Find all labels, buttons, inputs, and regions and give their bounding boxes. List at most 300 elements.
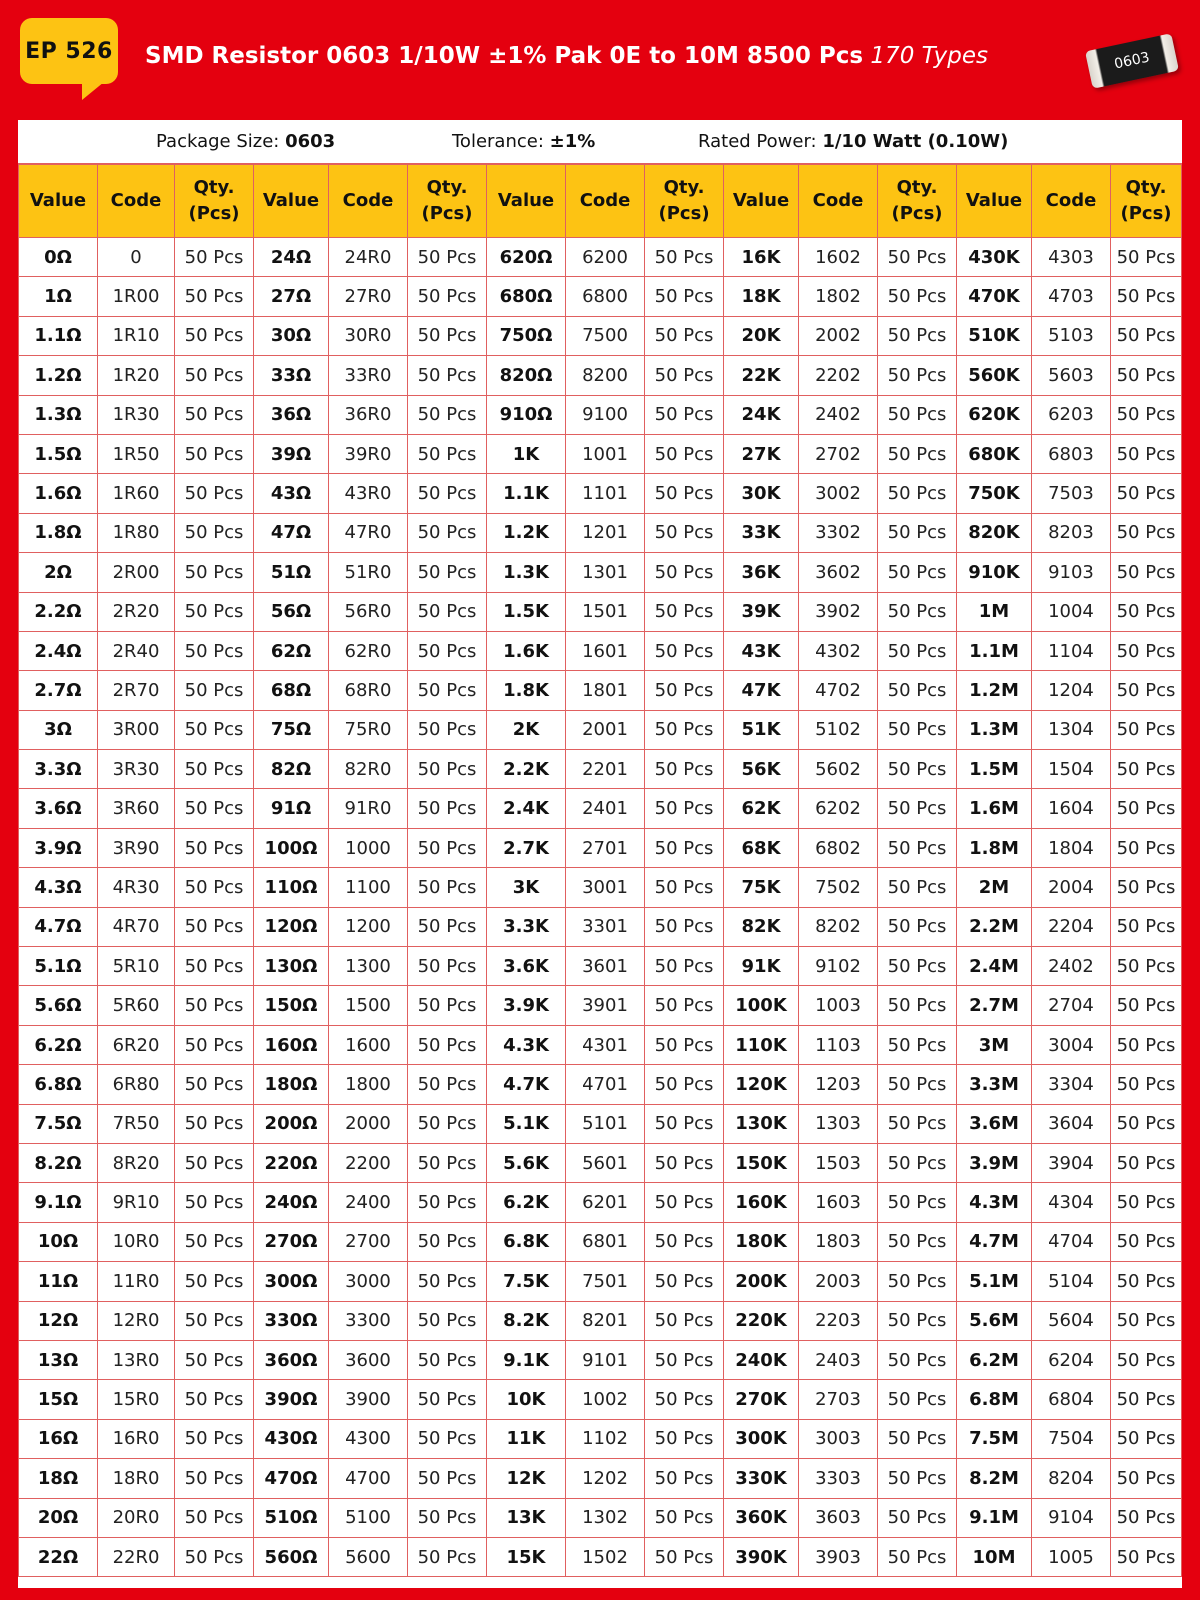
resistor-code: 4R70: [98, 907, 175, 946]
resistor-code: 7502: [799, 868, 878, 907]
quantity: 50 Pcs: [407, 1419, 486, 1458]
resistance-value: 750Ω: [487, 316, 566, 355]
resistance-value: 1.3Ω: [19, 395, 98, 434]
resistor-code: 6203: [1031, 395, 1110, 434]
resistor-code: 9100: [566, 395, 645, 434]
resistance-value: 4.3Ω: [19, 868, 98, 907]
quantity: 50 Pcs: [878, 1104, 957, 1143]
resistor-code: 3000: [328, 1262, 407, 1301]
quantity: 50 Pcs: [878, 1380, 957, 1419]
resistance-value: 82K: [724, 907, 799, 946]
resistor-code: 9103: [1031, 553, 1110, 592]
quantity: 50 Pcs: [175, 710, 254, 749]
resistor-code: 8202: [799, 907, 878, 946]
table-row: [19, 1537, 1182, 1576]
table-row: [19, 1262, 1182, 1301]
resistor-code: 15R0: [98, 1380, 175, 1419]
col-header-qty: Qty. (Pcs): [407, 165, 486, 238]
resistance-value: 36K: [724, 553, 799, 592]
resistance-value: 270Ω: [254, 1222, 329, 1261]
quantity: 50 Pcs: [878, 553, 957, 592]
resistance-value: 20Ω: [19, 1498, 98, 1537]
resistance-value: 12Ω: [19, 1301, 98, 1340]
quantity: 50 Pcs: [407, 395, 486, 434]
resistor-code: 7500: [566, 316, 645, 355]
resistor-code: 2700: [328, 1222, 407, 1261]
quantity: 50 Pcs: [407, 789, 486, 828]
resistance-value: 620K: [957, 395, 1032, 434]
quantity: 50 Pcs: [407, 1537, 486, 1576]
resistor-code: 5100: [328, 1498, 407, 1537]
resistance-value: 1.8Ω: [19, 513, 98, 552]
quantity: 50 Pcs: [645, 513, 724, 552]
resistance-value: 390K: [724, 1537, 799, 1576]
quantity: 50 Pcs: [1111, 1222, 1182, 1261]
quantity: 50 Pcs: [645, 1065, 724, 1104]
resistor-table: [18, 164, 1182, 1577]
table-row: [19, 828, 1182, 867]
resistance-value: 200K: [724, 1262, 799, 1301]
quantity: 50 Pcs: [407, 1459, 486, 1498]
resistor-code: 9R10: [98, 1183, 175, 1222]
quantity: 50 Pcs: [645, 868, 724, 907]
resistor-code: 1000: [328, 828, 407, 867]
resistor-code: 1104: [1031, 631, 1110, 670]
resistance-value: 120K: [724, 1065, 799, 1104]
resistor-code: 3R00: [98, 710, 175, 749]
resistance-value: 24Ω: [254, 238, 329, 277]
resistor-code: 4301: [566, 1025, 645, 1064]
table-row: [19, 395, 1182, 434]
quantity: 50 Pcs: [878, 474, 957, 513]
resistor-code: 3900: [328, 1380, 407, 1419]
badge-tail: [82, 82, 104, 100]
resistance-value: 39K: [724, 592, 799, 631]
resistance-value: 680K: [957, 434, 1032, 473]
resistance-value: 820K: [957, 513, 1032, 552]
quantity: 50 Pcs: [175, 631, 254, 670]
resistor-code: 5R10: [98, 947, 175, 986]
resistance-value: 2K: [487, 710, 566, 749]
resistor-code: 1502: [566, 1537, 645, 1576]
resistance-value: 3.3Ω: [19, 750, 98, 789]
resistor-code: 2R00: [98, 553, 175, 592]
resistor-code: 6R20: [98, 1025, 175, 1064]
resistance-value: 2.4M: [957, 947, 1032, 986]
resistor-code: 7R50: [98, 1104, 175, 1143]
table-row: [19, 907, 1182, 946]
resistor-code: 9102: [799, 947, 878, 986]
quantity: 50 Pcs: [407, 1222, 486, 1261]
resistance-value: 1.5M: [957, 750, 1032, 789]
quantity: 50 Pcs: [407, 1104, 486, 1143]
quantity: 50 Pcs: [1111, 868, 1182, 907]
quantity: 50 Pcs: [175, 1419, 254, 1458]
resistance-value: 510Ω: [254, 1498, 329, 1537]
resistance-value: 30K: [724, 474, 799, 513]
resistor-code: 39R0: [328, 434, 407, 473]
resistance-value: 91Ω: [254, 789, 329, 828]
quantity: 50 Pcs: [407, 947, 486, 986]
resistor-code: 1R30: [98, 395, 175, 434]
table-row: [19, 238, 1182, 277]
quantity: 50 Pcs: [407, 474, 486, 513]
quantity: 50 Pcs: [407, 828, 486, 867]
resistance-value: 1Ω: [19, 277, 98, 316]
resistance-value: 110K: [724, 1025, 799, 1064]
resistor-code: 7503: [1031, 474, 1110, 513]
quantity: 50 Pcs: [878, 1262, 957, 1301]
quantity: 50 Pcs: [1111, 474, 1182, 513]
quantity: 50 Pcs: [407, 671, 486, 710]
quantity: 50 Pcs: [175, 750, 254, 789]
resistor-code: 2703: [799, 1380, 878, 1419]
resistor-code: 3R90: [98, 828, 175, 867]
resistance-value: 910Ω: [487, 395, 566, 434]
resistor-code: 12R0: [98, 1301, 175, 1340]
resistor-code: 75R0: [328, 710, 407, 749]
resistance-value: 270K: [724, 1380, 799, 1419]
quantity: 50 Pcs: [645, 1459, 724, 1498]
resistor-code: 2003: [799, 1262, 878, 1301]
resistance-value: 240Ω: [254, 1183, 329, 1222]
resistance-value: 1.5Ω: [19, 434, 98, 473]
resistor-code: 1100: [328, 868, 407, 907]
resistor-code: 5604: [1031, 1301, 1110, 1340]
quantity: 50 Pcs: [645, 553, 724, 592]
table-body: [19, 238, 1182, 1577]
quantity: 50 Pcs: [175, 434, 254, 473]
quantity: 50 Pcs: [878, 592, 957, 631]
resistor-code: 3304: [1031, 1065, 1110, 1104]
resistance-value: 1.8K: [487, 671, 566, 710]
resistance-value: 27K: [724, 434, 799, 473]
resistor-code: 4300: [328, 1419, 407, 1458]
resistance-value: 2.4Ω: [19, 631, 98, 670]
quantity: 50 Pcs: [878, 1459, 957, 1498]
resistor-code: 20R0: [98, 1498, 175, 1537]
resistance-value: 10K: [487, 1380, 566, 1419]
resistor-code: 1103: [799, 1025, 878, 1064]
quantity: 50 Pcs: [407, 1025, 486, 1064]
resistor-code: 4701: [566, 1065, 645, 1104]
quantity: 50 Pcs: [175, 1459, 254, 1498]
quantity: 50 Pcs: [175, 277, 254, 316]
resistor-code: 6802: [799, 828, 878, 867]
quantity: 50 Pcs: [1111, 1183, 1182, 1222]
resistor-code: 3301: [566, 907, 645, 946]
resistance-value: 160Ω: [254, 1025, 329, 1064]
resistance-value: 560K: [957, 356, 1032, 395]
col-header-code: Code: [799, 165, 878, 238]
resistance-value: 36Ω: [254, 395, 329, 434]
table-row: [19, 986, 1182, 1025]
quantity: 50 Pcs: [645, 828, 724, 867]
quantity: 50 Pcs: [1111, 1419, 1182, 1458]
resistance-value: 3.9Ω: [19, 828, 98, 867]
quantity: 50 Pcs: [1111, 356, 1182, 395]
resistor-code: 2004: [1031, 868, 1110, 907]
resistance-value: 330Ω: [254, 1301, 329, 1340]
quantity: 50 Pcs: [175, 986, 254, 1025]
resistor-code: 1004: [1031, 592, 1110, 631]
quantity: 50 Pcs: [878, 395, 957, 434]
resistance-value: 3.9M: [957, 1143, 1032, 1182]
resistor-code: 8R20: [98, 1143, 175, 1182]
resistance-value: 2Ω: [19, 553, 98, 592]
quantity: 50 Pcs: [175, 513, 254, 552]
resistor-code: 3903: [799, 1537, 878, 1576]
spec-tolerance-label: Tolerance:: [452, 131, 544, 152]
resistor-code: 5101: [566, 1104, 645, 1143]
resistor-code: 2401: [566, 789, 645, 828]
resistor-code: 1800: [328, 1065, 407, 1104]
table-row: [19, 1065, 1182, 1104]
quantity: 50 Pcs: [645, 710, 724, 749]
resistance-value: 6.2K: [487, 1183, 566, 1222]
resistance-value: 2M: [957, 868, 1032, 907]
resistance-value: 680Ω: [487, 277, 566, 316]
resistor-code: 1500: [328, 986, 407, 1025]
title-types: 170 Types: [870, 43, 989, 69]
quantity: 50 Pcs: [878, 907, 957, 946]
quantity: 50 Pcs: [175, 1301, 254, 1340]
resistor-code: 2R40: [98, 631, 175, 670]
quantity: 50 Pcs: [175, 1340, 254, 1379]
resistance-value: 4.7M: [957, 1222, 1032, 1261]
quantity: 50 Pcs: [1111, 1537, 1182, 1576]
quantity: 50 Pcs: [175, 1183, 254, 1222]
resistor-code: 16R0: [98, 1419, 175, 1458]
quantity: 50 Pcs: [1111, 1025, 1182, 1064]
resistance-value: 5.6Ω: [19, 986, 98, 1025]
resistance-value: 15K: [487, 1537, 566, 1576]
resistance-value: 130Ω: [254, 947, 329, 986]
quantity: 50 Pcs: [645, 750, 724, 789]
resistor-code: 68R0: [328, 671, 407, 710]
resistor-code: 1R50: [98, 434, 175, 473]
table-row: [19, 553, 1182, 592]
resistance-value: 430K: [957, 238, 1032, 277]
table-row: [19, 750, 1182, 789]
quantity: 50 Pcs: [878, 1301, 957, 1340]
quantity: 50 Pcs: [175, 316, 254, 355]
resistance-value: 7.5K: [487, 1262, 566, 1301]
resistance-value: 910K: [957, 553, 1032, 592]
resistor-code: 1600: [328, 1025, 407, 1064]
table-row: [19, 1143, 1182, 1182]
resistor-code: 5104: [1031, 1262, 1110, 1301]
quantity: 50 Pcs: [878, 828, 957, 867]
resistance-value: 8.2Ω: [19, 1143, 98, 1182]
resistance-value: 150K: [724, 1143, 799, 1182]
quantity: 50 Pcs: [1111, 1065, 1182, 1104]
resistance-value: 510K: [957, 316, 1032, 355]
quantity: 50 Pcs: [407, 1262, 486, 1301]
quantity: 50 Pcs: [407, 631, 486, 670]
quantity: 50 Pcs: [1111, 434, 1182, 473]
resistor-code: 6200: [566, 238, 645, 277]
resistor-code: 5601: [566, 1143, 645, 1182]
quantity: 50 Pcs: [645, 395, 724, 434]
resistor-code: 3001: [566, 868, 645, 907]
resistor-code: 56R0: [328, 592, 407, 631]
quantity: 50 Pcs: [645, 907, 724, 946]
resistor-code: 5603: [1031, 356, 1110, 395]
resistor-code: 10R0: [98, 1222, 175, 1261]
resistor-code: 9104: [1031, 1498, 1110, 1537]
quantity: 50 Pcs: [645, 474, 724, 513]
resistance-value: 220K: [724, 1301, 799, 1340]
resistance-value: 3Ω: [19, 710, 98, 749]
resistor-code: 11R0: [98, 1262, 175, 1301]
quantity: 50 Pcs: [645, 1143, 724, 1182]
resistance-value: 9.1Ω: [19, 1183, 98, 1222]
resistor-code: 6204: [1031, 1340, 1110, 1379]
resistance-value: 1.5K: [487, 592, 566, 631]
resistance-value: 16Ω: [19, 1419, 98, 1458]
quantity: 50 Pcs: [175, 1025, 254, 1064]
spec-tolerance: [452, 120, 595, 164]
resistance-value: 0Ω: [19, 238, 98, 277]
resistance-value: 180K: [724, 1222, 799, 1261]
quantity: 50 Pcs: [407, 553, 486, 592]
resistance-value: 24K: [724, 395, 799, 434]
quantity: 50 Pcs: [1111, 592, 1182, 631]
table-row: [19, 1419, 1182, 1458]
resistance-value: 2.4K: [487, 789, 566, 828]
resistor-code: 3602: [799, 553, 878, 592]
table-header-row: [19, 165, 1182, 238]
quantity: 50 Pcs: [645, 986, 724, 1025]
resistor-code: 1303: [799, 1104, 878, 1143]
resistance-value: 20K: [724, 316, 799, 355]
quantity: 50 Pcs: [645, 434, 724, 473]
quantity: 50 Pcs: [175, 238, 254, 277]
resistor-code: 1802: [799, 277, 878, 316]
table-row: [19, 1301, 1182, 1340]
resistor-code: 0: [98, 238, 175, 277]
quantity: 50 Pcs: [878, 750, 957, 789]
resistance-value: 16K: [724, 238, 799, 277]
col-header-code: Code: [1031, 165, 1110, 238]
spec-power: [698, 120, 1008, 164]
resistor-code: 1300: [328, 947, 407, 986]
resistance-value: 100Ω: [254, 828, 329, 867]
resistance-value: 200Ω: [254, 1104, 329, 1143]
quantity: 50 Pcs: [645, 1419, 724, 1458]
spec-tolerance-value: ±1%: [549, 131, 596, 152]
resistor-code: 3901: [566, 986, 645, 1025]
table-row: [19, 671, 1182, 710]
table-row: [19, 277, 1182, 316]
resistor-code: 1200: [328, 907, 407, 946]
quantity: 50 Pcs: [407, 1065, 486, 1104]
resistance-value: 33Ω: [254, 356, 329, 395]
resistance-value: 56Ω: [254, 592, 329, 631]
quantity: 50 Pcs: [878, 513, 957, 552]
quantity: 50 Pcs: [645, 592, 724, 631]
table-row: [19, 592, 1182, 631]
table-row: [19, 1104, 1182, 1143]
quantity: 50 Pcs: [407, 710, 486, 749]
resistor-code: 9101: [566, 1340, 645, 1379]
resistance-value: 300K: [724, 1419, 799, 1458]
resistance-value: 10Ω: [19, 1222, 98, 1261]
resistance-value: 1.2K: [487, 513, 566, 552]
resistance-value: 5.6M: [957, 1301, 1032, 1340]
quantity: 50 Pcs: [1111, 986, 1182, 1025]
quantity: 50 Pcs: [878, 1025, 957, 1064]
table-row: [19, 789, 1182, 828]
resistor-code: 18R0: [98, 1459, 175, 1498]
quantity: 50 Pcs: [878, 1419, 957, 1458]
quantity: 50 Pcs: [1111, 238, 1182, 277]
resistor-code: 8204: [1031, 1459, 1110, 1498]
resistance-value: 11Ω: [19, 1262, 98, 1301]
quantity: 50 Pcs: [407, 356, 486, 395]
resistor-code: 5602: [799, 750, 878, 789]
resistor-code: 1201: [566, 513, 645, 552]
resistor-code: 2704: [1031, 986, 1110, 1025]
quantity: 50 Pcs: [407, 868, 486, 907]
quantity: 50 Pcs: [175, 1104, 254, 1143]
quantity: 50 Pcs: [1111, 1143, 1182, 1182]
resistor-code: 5103: [1031, 316, 1110, 355]
quantity: 50 Pcs: [645, 671, 724, 710]
resistor-code: 8201: [566, 1301, 645, 1340]
quantity: 50 Pcs: [1111, 1262, 1182, 1301]
resistance-value: 75K: [724, 868, 799, 907]
resistance-value: 180Ω: [254, 1065, 329, 1104]
resistance-value: 2.2M: [957, 907, 1032, 946]
quantity: 50 Pcs: [175, 1498, 254, 1537]
resistor-code: 4R30: [98, 868, 175, 907]
resistance-value: 3.6K: [487, 947, 566, 986]
quantity: 50 Pcs: [1111, 513, 1182, 552]
resistor-code: 6202: [799, 789, 878, 828]
col-header-qty: Qty. (Pcs): [878, 165, 957, 238]
resistance-value: 470Ω: [254, 1459, 329, 1498]
quantity: 50 Pcs: [175, 592, 254, 631]
quantity: 50 Pcs: [645, 1183, 724, 1222]
col-header-qty: Qty. (Pcs): [175, 165, 254, 238]
quantity: 50 Pcs: [1111, 1340, 1182, 1379]
resistance-value: 3.6Ω: [19, 789, 98, 828]
table-row: [19, 1459, 1182, 1498]
title-main: SMD Resistor 0603 1/10W ±1% Pak 0E to 10M 8500 Pcs: [145, 43, 864, 69]
resistance-value: 1.8M: [957, 828, 1032, 867]
resistor-code: 1801: [566, 671, 645, 710]
resistor-code: 6201: [566, 1183, 645, 1222]
quantity: 50 Pcs: [878, 631, 957, 670]
resistor-code: 82R0: [328, 750, 407, 789]
quantity: 50 Pcs: [645, 789, 724, 828]
resistance-value: 1M: [957, 592, 1032, 631]
quantity: 50 Pcs: [1111, 1104, 1182, 1143]
resistance-value: 360K: [724, 1498, 799, 1537]
resistance-value: 3M: [957, 1025, 1032, 1064]
resistance-value: 27Ω: [254, 277, 329, 316]
quantity: 50 Pcs: [1111, 1498, 1182, 1537]
col-header-qty: Qty. (Pcs): [1111, 165, 1182, 238]
resistor-code: 1R20: [98, 356, 175, 395]
resistance-value: 120Ω: [254, 907, 329, 946]
spec-package-label: Package Size:: [156, 131, 280, 152]
resistance-value: 7.5M: [957, 1419, 1032, 1458]
chip-label: 0603: [1085, 33, 1179, 88]
quantity: 50 Pcs: [645, 1222, 724, 1261]
